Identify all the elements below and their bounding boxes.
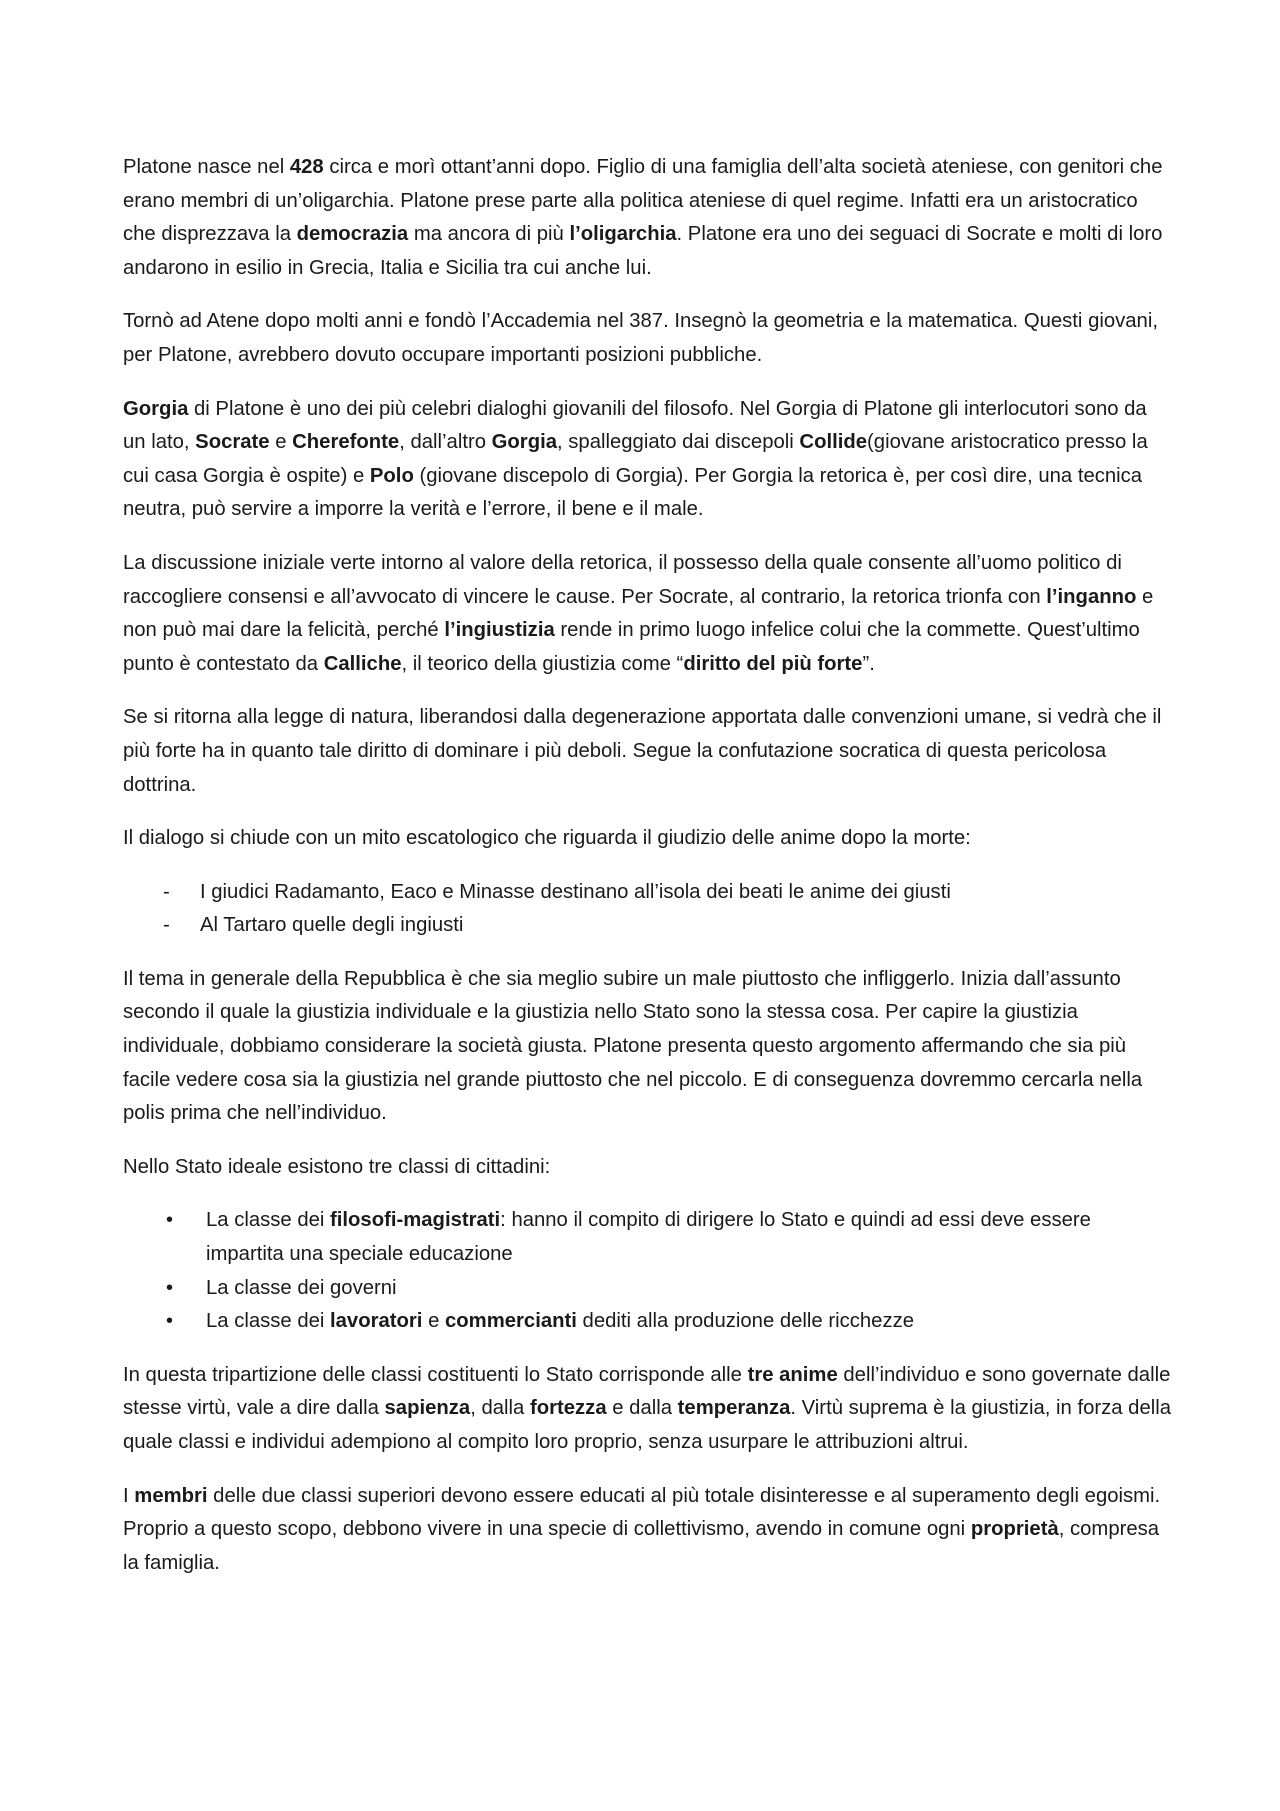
text-run: e non può mai dare la felicità, perché: [123, 585, 1154, 642]
bold-text: Calliche: [323, 652, 402, 675]
text-run: Nello Stato ideale esistono tre classi di cittadini:: [123, 1155, 551, 1178]
list-item: [123, 909, 1173, 943]
text-run: dell’individuo e sono governate dalle stesse virtù, vale a dire dalla: [123, 1363, 1171, 1420]
text-run: e: [422, 1310, 446, 1333]
list-marker: -: [163, 880, 170, 903]
text-run: La classe dei governi: [206, 1276, 397, 1299]
bold-text: Gorgia: [123, 397, 189, 420]
text-run: Tornò ad Atene dopo molti anni e fondò l’Accademia nel 387. Insegnò la geometria e la matematica. Questi giovani, per Platone, avrebbero dovuto occupare importanti posizioni pubbliche.: [123, 310, 1158, 366]
paragraph: [123, 547, 1173, 681]
bold-text: Cherefonte: [292, 431, 400, 454]
list-item: [123, 1272, 1173, 1306]
text-run: , dall’altro: [399, 431, 492, 454]
list-marker: •: [166, 1276, 174, 1299]
bold-text: Polo: [369, 464, 414, 487]
bold-text: Collide: [799, 431, 868, 454]
bold-text: l’ingiustizia: [444, 619, 555, 642]
text-run: Il dialogo si chiude con un mito escatologico che riguarda il giudizio delle anime dopo la morte:: [123, 827, 971, 850]
bold-text: 428: [289, 156, 324, 178]
text-run: delle due classi superiori devono essere educati al più totale disinteresse e al superamento degli egoismi. Proprio a questo scopo, debbono vivere in una specie di collettivismo, avendo in comune ogni: [123, 1484, 1161, 1541]
bold-text: membri: [134, 1484, 208, 1507]
paragraph: [123, 151, 1173, 285]
text-run: (giovane aristocratico presso la cui casa Gorgia è ospite) e: [123, 431, 1148, 487]
text-run: , spalleggiato dai discepoli: [557, 431, 800, 454]
text-run: circa e morì ottant’anni dopo. Figlio di una famiglia dell’alta società ateniese, con genitori che erano membri di un’oligarchia. Platone prese parte alla politica ateniese di quel regime. Infatti era un aristocratico che disprezzava la: [123, 156, 1163, 246]
text-run: : hanno il compito di dirigere lo Stato e quindi ad essi deve essere impartita una speciale educazione: [206, 1209, 1091, 1266]
list-item: [123, 1305, 1173, 1339]
paragraph: [123, 701, 1173, 802]
bold-text: diritto del più forte: [683, 652, 863, 675]
text-run: Il tema in generale della Repubblica è che sia meglio subire un male piuttosto che infliggerlo. Inizia dall’assunto secondo il quale la giustizia individuale e la giustizia nello Stato sono la stessa cosa. Per capire la giustizia individuale, dobbiamo considerare la società giusta. Platone presenta questo argomento affermando che sia più facile vedere cosa sia la giustizia nel grande piuttosto che nel piccolo. E di conseguenza dovremmo cercarla nella polis prima che nell’individuo.: [123, 967, 1143, 1125]
bold-text: Gorgia: [491, 431, 558, 454]
text-run: , compresa la famiglia.: [123, 1518, 1160, 1574]
paragraph: [123, 1480, 1173, 1581]
text-run: I giudici Radamanto, Eaco e Minasse destinano all’isola dei beati le anime dei giusti: [200, 880, 951, 903]
document-page: [123, 151, 1173, 1600]
text-run: rende in primo luogo infelice colui che la commette. Quest’ultimo punto è contestato da: [123, 619, 1140, 675]
bold-text: lavoratori: [330, 1310, 423, 1333]
bold-text: Socrate: [195, 431, 270, 454]
text-run: La classe dei: [206, 1209, 331, 1232]
bold-text: l’inganno: [1046, 585, 1137, 608]
text-run: , dalla: [470, 1397, 530, 1420]
paragraph: [123, 1359, 1173, 1460]
text-run: In questa tripartizione delle classi costituenti lo Stato corrisponde alle: [123, 1363, 748, 1386]
list-marker: •: [166, 1209, 174, 1232]
bullet-list: [123, 1204, 1173, 1338]
dash-list: [123, 876, 1173, 943]
bold-text: proprietà: [970, 1518, 1059, 1541]
bold-text: commercianti: [445, 1310, 577, 1333]
bold-text: tre anime: [747, 1363, 838, 1386]
bold-text: temperanza: [677, 1397, 791, 1420]
text-run: Platone nasce nel: [123, 156, 290, 178]
paragraph-group-2: [123, 963, 1173, 1185]
text-run: ”.: [862, 652, 875, 675]
text-run: dediti alla produzione delle ricchezze: [576, 1310, 915, 1333]
text-run: . Platone era uno dei seguaci di Socrate e molti di loro andarono in esilio in Grecia, Italia e Sicilia tra cui anche lui.: [123, 223, 1163, 279]
text-run: e dalla: [606, 1397, 678, 1420]
paragraph: [123, 305, 1173, 372]
list-item: [123, 876, 1173, 910]
text-run: I: [123, 1484, 135, 1507]
list-item: [123, 1204, 1173, 1271]
bold-text: democrazia: [296, 223, 409, 246]
bold-text: l’oligarchia: [569, 223, 677, 246]
text-run: e: [269, 431, 293, 454]
text-run: , il teorico della giustizia come “: [401, 652, 684, 675]
bold-text: sapienza: [384, 1397, 471, 1420]
text-run: (giovane discepolo di Gorgia). Per Gorgia la retorica è, per così dire, una tecnica neutra, può servire a imporre la verità e l’errore, il bene e il male.: [123, 464, 1143, 521]
paragraph: [123, 1151, 1173, 1185]
paragraph-group-3: [123, 1359, 1173, 1581]
text-run: di Platone è uno dei più celebri dialoghi giovanili del filosofo. Nel Gorgia di Platone gli interlocutori sono da un lato,: [123, 397, 1147, 454]
list-marker: -: [163, 914, 170, 937]
text-run: ma ancora di più: [408, 223, 570, 246]
bold-text: filosofi-magistrati: [330, 1209, 501, 1232]
text-run: La discussione iniziale verte intorno al valore della retorica, il possesso della quale consente all’uomo politico di raccogliere consensi e all’avvocato di vincere le cause. Per Socrate, al contrario, la retorica trionfa con: [123, 551, 1122, 608]
paragraph-group-1: [123, 151, 1173, 856]
text-run: . Virtù suprema è la giustizia, in forza della quale classi e individui adempiono al compito loro proprio, senza usurpare le attribuzioni altrui.: [123, 1397, 1172, 1453]
text-run: La classe dei: [206, 1310, 331, 1333]
paragraph: [123, 393, 1173, 527]
list-marker: •: [166, 1310, 174, 1333]
text-run: Se si ritorna alla legge di natura, liberandosi dalla degenerazione apportata dalle convenzioni umane, si vedrà che il più forte ha in quanto tale diritto di dominare i più deboli. Segue la confutazione socratica di questa pericolosa dottrina.: [123, 706, 1162, 796]
bold-text: fortezza: [529, 1397, 607, 1420]
paragraph: [123, 822, 1173, 856]
text-run: Al Tartaro quelle degli ingiusti: [200, 914, 464, 937]
paragraph: [123, 963, 1173, 1131]
